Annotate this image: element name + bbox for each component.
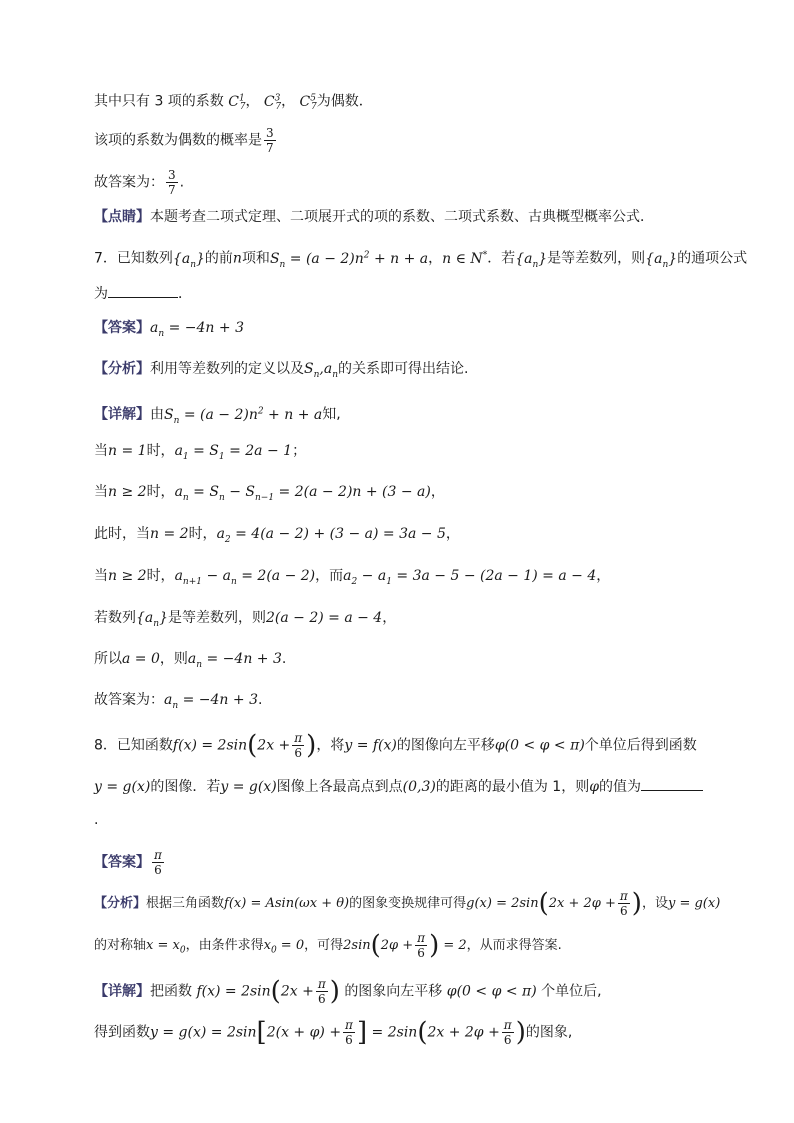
analysis-line: 的对称轴$x = x_0$，由条件求得$x_0 = 0$，可得2sin(2φ + $\frac{\pi}{6}$ ) = 2，从而求得答案. <box>94 930 562 961</box>
detail-line: 故答案为：$a_n = -4n + 3$. <box>94 692 263 711</box>
question-7-line-2: 为 ． <box>94 283 192 304</box>
question-8-line-1: 8．已知函数f(x) = 2sin(2x + $\frac{\pi}{6}$ )，将y = f(x)的图像向左平移φ(0 < φ < π)个单位后得到函数 <box>94 730 697 761</box>
question-8-line-2: y = g(x)的图像．若y = g(x)图像上各最高点到点(0,3)的距离的最小值为 1，则φ的值为 <box>94 776 703 797</box>
detail-line: 得到函数y = g(x) = 2sin[2(x + φ) + $\frac{\pi}{6}$ ] = 2sin(2x + 2φ + $\frac{\pi}{6}$ )的图象, <box>94 1017 573 1048</box>
text-line: 该项的系数为偶数的概率是 $\frac{3}{7}$ <box>94 126 274 155</box>
fraction: $\frac{3}{7}$ <box>266 126 274 155</box>
detail-line: 当n = 1时，$a_1 = S_1 = 2a - 1$； <box>94 443 307 462</box>
analysis-line: 【分析】利用等差数列的定义以及$S_n,a_n$的关系即可得出结论. <box>94 361 469 380</box>
fraction: $\frac{3}{7}$ <box>168 168 176 197</box>
binom-c1: $C^1_7$ <box>228 93 246 113</box>
answer-line: 【答案】 $\frac{\pi}{6}$ <box>94 848 162 877</box>
text-line: 故答案为： $\frac{3}{7}$ . <box>94 168 185 197</box>
tag-label: 【分析】 <box>94 361 150 377</box>
tag-label: 【答案】 <box>94 320 150 336</box>
question-7-line-1: 7．已知数列$\{a_n\}$的前n项和$S_n = (a - 2)n^2 + n + a$，n ∈ N*．若$\{a_n\}$是等差数列，则$\{a_n\}$的通项公式 <box>94 250 748 270</box>
detail-line: 【详解】由$S_n = (a - 2)n^2 + n + a$知, <box>94 406 341 426</box>
text-line: 其中只有 3 项的系数 $C^1_7$， $C^3_7$， $C^5_7$为偶数． <box>94 93 373 113</box>
tag-label: 【分析】 <box>94 896 147 911</box>
detail-line: 当n ≥ 2时，$a_{n+1} - a_n = 2(a - 2)$，而$a_2 - a_1 = 3a - 5 - (2a - 1) = a - 4$， <box>94 568 611 587</box>
detail-line: 若数列$\{a_n\}$是等差数列，则2(a − 2) = a − 4， <box>94 610 397 629</box>
answer-line: 【答案】$a_n = -4n + 3$ <box>94 320 244 339</box>
tag-label: 【详解】 <box>94 406 150 423</box>
text: 其中只有 3 项的系数 <box>94 93 224 110</box>
tag-label: 【详解】 <box>94 983 150 1000</box>
detail-line: 当n ≥ 2时，$a_n = S_n - S_{n-1} = 2(a - 2)n + (3 - a)$， <box>94 484 445 503</box>
answer-blank[interactable] <box>108 283 178 298</box>
tag-label: 【答案】 <box>94 854 150 871</box>
answer-blank[interactable] <box>641 776 703 791</box>
detail-line: 所以a = 0，则$a_n = -4n + 3$. <box>94 651 287 670</box>
tag-label: 【点睛】 <box>94 209 150 225</box>
detail-line: 此时，当n = 2时，$a_2 = 4(a - 2) + (3 - a) = 3a - 5$， <box>94 526 460 545</box>
detail-line: 【详解】把函数 f(x) = 2sin(2x + $\frac{\pi}{6}$ ) 的图象向左平移 φ(0 < φ < π) 个单位后, <box>94 976 602 1007</box>
binom-c5: $C^5_7$ <box>299 93 317 113</box>
remark-line: 【点睛】本题考查二项式定理、二项展开式的项的系数、二项式系数、古典概型概率公式． <box>94 209 654 225</box>
analysis-line: 【分析】根据三角函数f(x) = Asin(ωx + θ)的图象变换规律可得g(x) = 2sin(2x + 2φ + $\frac{\pi}{6}$ )，设y = g(x) <box>94 888 721 919</box>
binom-c3: $C^3_7$ <box>263 93 282 113</box>
question-8-line-3: . <box>94 812 99 828</box>
